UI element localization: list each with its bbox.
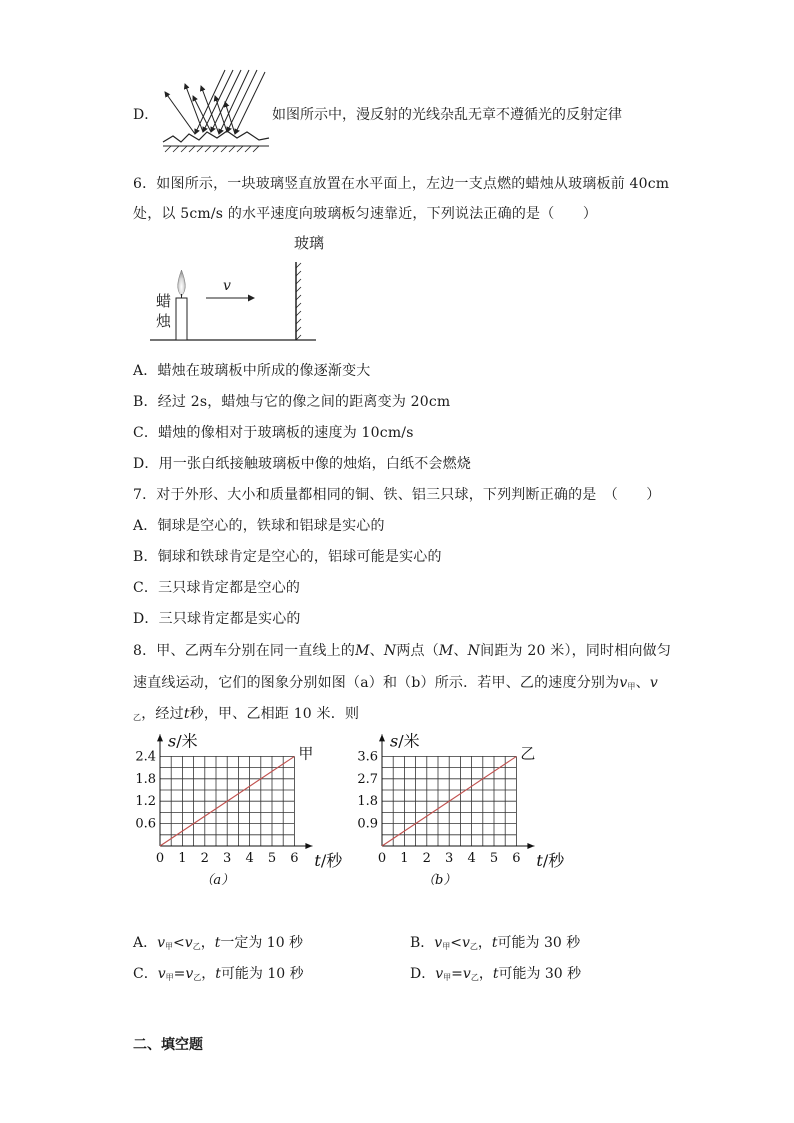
glass-label: 玻璃 [294,234,325,252]
question-6-option-a: A．蜡烛在玻璃板中所成的像逐渐变大 [133,363,371,379]
option-label: D． [410,966,436,982]
question-8-stem-line-3 [133,703,359,723]
series-label: 乙 [520,744,536,763]
y-tick-label: 1.8 [135,771,156,787]
x-tick-label: 5 [267,851,277,866]
stem-separator: 、 [453,643,468,659]
y-tick-label: 0.9 [357,816,378,832]
question-8-stem-line-2 [133,672,658,692]
velocity-symbol: v [435,966,444,982]
relation-sign: = [173,966,186,982]
relation-sign: = [451,966,463,982]
stem-text: ，经过 [141,706,184,722]
diffuse-reflection-figure [155,68,275,156]
x-tick-label: 0 [377,851,387,866]
subscript-yi: 乙 [192,942,201,951]
x-tick-label: 1 [178,851,187,866]
option-text: ， [478,966,493,982]
y-axis-arrow [379,734,385,741]
y-tick-label: 2.7 [357,771,378,787]
option-label: B． [410,935,435,951]
point-m: M [438,643,454,659]
question-7-option-d: D．三只球肯定都是实心的 [133,611,301,627]
time-symbol: t [491,935,498,951]
subscript-jia: 甲 [165,942,174,951]
question-6-option-d: D．用一张白纸接触玻璃板中像的烛焰，白纸不会燃烧 [133,456,472,472]
question-6-option-b: B．经过 2s，蜡烛与它的像之间的距离变为 20cm [133,394,451,410]
velocity-label: v [223,278,231,294]
option-label: D． [133,107,159,123]
question-7-option-b: B．铜球和铁球肯定是空心的，铝球可能是实心的 [133,549,442,565]
x-tick-label: 3 [445,851,454,866]
subscript-jia: 甲 [443,973,452,982]
velocity-symbol: v [184,935,193,951]
stem-text: 速直线运动，它们的图象分别如图（a）和（b）所示．若甲、乙的速度分别为 [133,675,620,691]
time-symbol: t [214,935,221,951]
velocity-symbol: v [462,966,471,982]
velocity-symbol: v [157,935,166,951]
question-8-option-d [410,963,581,983]
x-axis-label-unit: /秒 [320,851,343,870]
question-6-option-c: C．蜡烛的像相对于玻璃板的速度为 10cm/s [133,425,414,441]
y-axis-label [390,731,420,750]
option-text: 可能为 30 秒 [498,966,582,982]
question-8-option-a [133,932,303,952]
x-tick-label: 0 [155,851,165,866]
chart-b [357,726,592,896]
y-axis-label-symbol: s [390,731,399,751]
time-symbol: t [183,706,190,722]
option-text: 如图所示中，漫反射的光线杂乱无章不遵循光的反射定律 [272,107,622,123]
velocity-symbol: v [157,966,166,982]
question-7-stem: 7．对于外形、大小和质量都相同的铜、铁、铝三只球，下列判断正确的是 （ ） [133,487,661,503]
stem-text: 间距为 20 米），同时相向做匀 [480,643,672,659]
chart-a [135,726,343,896]
stem-text: 8．甲、乙两车分别在同一直线上的 [133,643,356,659]
question-7-option-a: A．铜球是空心的，铁球和铝球是实心的 [133,518,385,534]
question-7-option-c: C．三只球肯定都是空心的 [133,580,301,596]
velocity-symbol: v [619,675,628,691]
candle-label-1: 蜡 [156,292,172,310]
x-tick-label: 4 [467,851,476,866]
subscript-yi: 乙 [193,973,202,982]
x-tick-label: 2 [200,851,209,866]
y-tick-label: 0.6 [135,816,156,832]
relation-sign: < [173,935,185,951]
subscript-yi: 乙 [470,973,479,982]
y-tick-label: 1.8 [357,794,378,810]
y-tick-label: 1.2 [135,794,156,810]
y-tick-label: 2.4 [135,749,156,765]
option-text: 一定为 10 秒 [220,935,304,951]
question-8-stem-line-1 [133,640,671,660]
point-m: M [355,643,370,659]
option-text: ， [201,966,216,982]
subscript-jia: 甲 [627,682,636,691]
time-symbol: t [492,966,499,982]
stem-separator: 、 [635,675,650,691]
y-axis-label-unit: /米 [398,731,420,751]
x-tick-label: 4 [245,851,254,866]
x-tick-label: 5 [489,851,499,866]
stem-separator: 、 [369,643,384,659]
question-6-stem-line-2: 处，以 5cm/s 的水平速度向玻璃板匀速靠近，下列说法正确的是（ ） [133,206,598,222]
chart-caption: （b） [422,873,457,888]
stem-text: 秒，甲、乙相距 10 米．则 [189,706,360,722]
y-axis-arrow [157,734,163,741]
subscript-jia: 甲 [442,942,451,951]
option-text: ， [477,935,492,951]
x-axis-label-symbol: t [314,851,321,870]
subscript-jia: 甲 [165,973,174,982]
x-axis-arrow [527,843,534,849]
option-text: ， [200,935,215,951]
x-tick-label: 1 [400,851,409,866]
time-symbol: t [215,966,221,982]
y-tick-label: 3.6 [357,749,378,765]
x-tick-label: 6 [290,851,299,866]
x-tick-label: 6 [512,851,521,866]
stem-text: 两点（ [396,643,439,659]
x-axis-arrow [305,843,312,849]
point-n: N [383,643,397,659]
x-tick-label: 3 [223,851,232,866]
x-axis-label [314,851,343,870]
option-text: 可能为 10 秒 [220,966,304,982]
relation-sign: < [450,935,462,951]
subscript-yi: 乙 [133,713,142,722]
velocity-symbol: v [461,935,470,951]
question-8-option-c [133,963,304,983]
option-text: 可能为 30 秒 [497,935,581,951]
candle-label-2: 烛 [156,312,172,330]
question-6-stem-line-1: 6．如图所示，一块玻璃竖直放置在水平面上，左边一支点燃的蜡烛从玻璃板前 40cm [133,176,670,192]
y-axis-label [168,731,198,750]
y-axis-label-unit: /米 [176,731,198,751]
velocity-symbol: v [434,935,443,951]
question-8-option-b [410,932,580,952]
velocity-symbol: v [185,966,194,982]
option-label: C． [133,966,158,982]
section-heading: 二、填空题 [133,1037,203,1053]
x-tick-label: 2 [422,851,431,866]
x-axis-label [536,851,565,870]
x-axis-label-symbol: t [536,851,543,870]
chart-caption: （a） [200,873,235,888]
series-label: 甲 [298,744,314,763]
subscript-yi: 乙 [469,942,478,951]
y-axis-label-symbol: s [168,731,177,751]
option-label: A． [133,935,158,951]
x-axis-label-unit: /秒 [542,851,565,870]
candle-mirror-figure [150,232,330,346]
point-n: N [467,643,481,659]
velocity-symbol: v [649,675,658,691]
